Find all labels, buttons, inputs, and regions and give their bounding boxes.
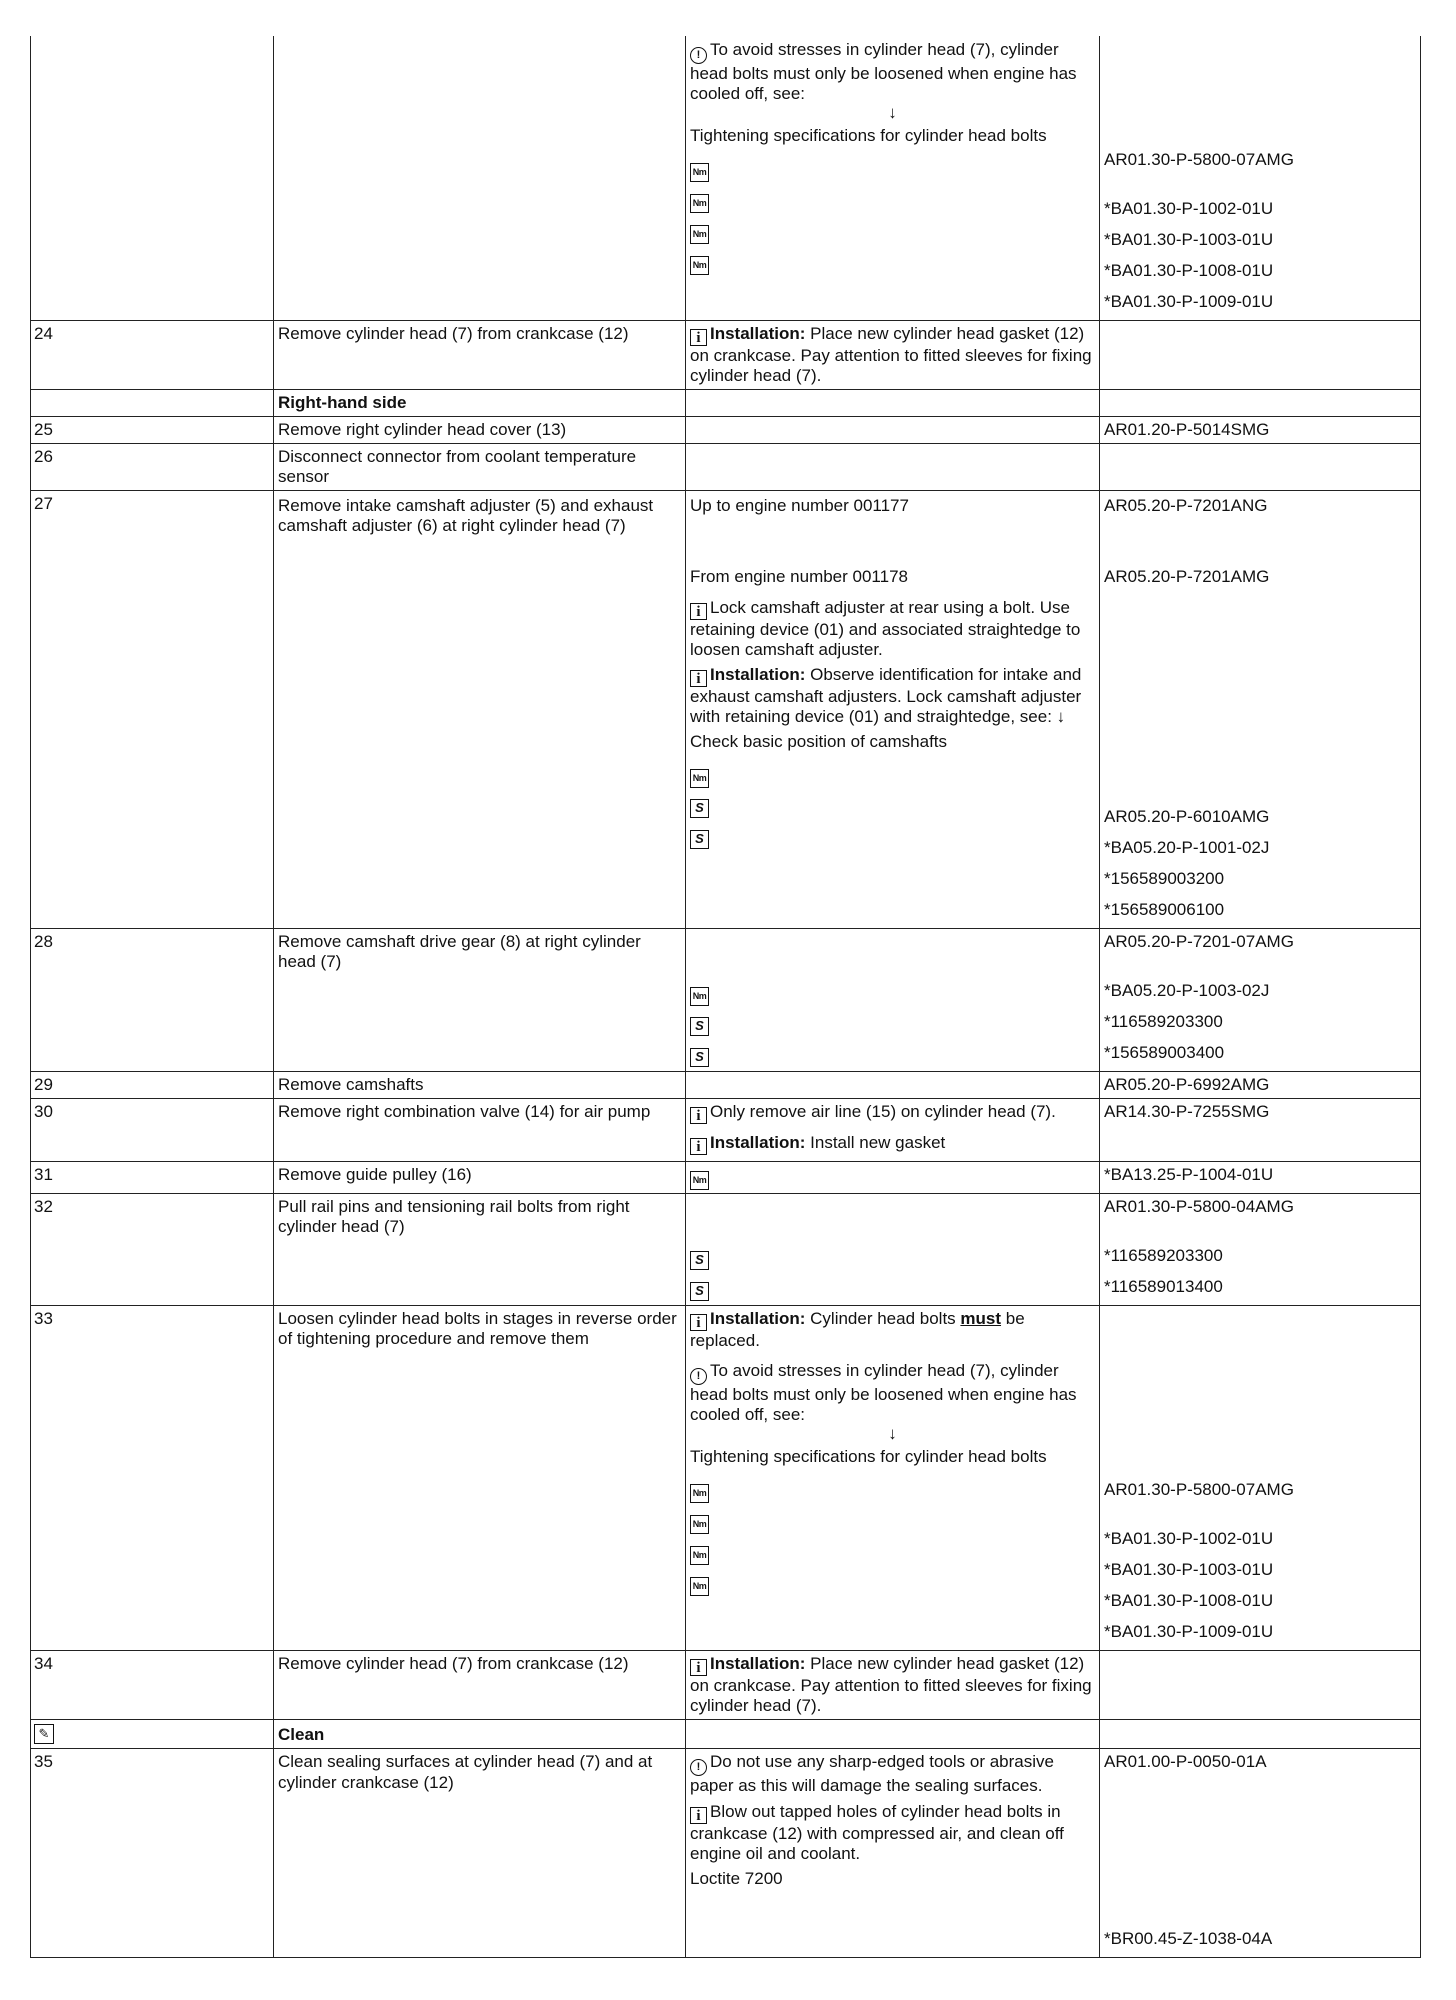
reference-link[interactable]: AR01.30-P-5800-07AMG: [1104, 1480, 1294, 1500]
installation-label: Installation:: [710, 324, 806, 343]
reference-link[interactable]: AR01.20-P-5014SMG: [1104, 420, 1270, 440]
table-row: [31, 491, 1421, 929]
special-tool-icon: S: [690, 1048, 709, 1067]
reference-link[interactable]: *BA01.30-P-1009-01U: [1104, 1622, 1274, 1642]
special-tool-icon: S: [690, 1282, 709, 1301]
engine-range-upto: Up to engine number 001177: [690, 496, 909, 516]
step-number: 34: [34, 1654, 53, 1674]
warning-icon: !: [690, 1759, 707, 1776]
info-icon: i: [690, 1314, 707, 1331]
reference-link[interactable]: *116589013400: [1104, 1277, 1223, 1297]
table-row: [31, 1162, 1421, 1194]
table-row: [31, 36, 1421, 321]
step-action: Remove guide pulley (16): [278, 1165, 472, 1185]
torque-icon: Nm: [690, 1515, 709, 1534]
table-row: [31, 321, 1421, 390]
step-number: 32: [34, 1197, 53, 1217]
procedure-table: [30, 36, 1421, 1958]
step-number: 26: [34, 447, 53, 467]
step-action: Remove cylinder head (7) from crankcase (12): [278, 324, 629, 343]
section-heading: Right-hand side: [278, 393, 407, 413]
step-number: 25: [34, 420, 53, 440]
note-text: Lock camshaft adjuster at rear using a bolt. Use retaining device (01) and associated straightedge to loosen camshaft adjuster.: [690, 598, 1081, 660]
emphasis-must: must: [960, 1309, 1002, 1329]
torque-icon: Nm: [690, 256, 709, 275]
tightening-label: Tightening specifications for cylinder head bolts: [690, 126, 1047, 146]
reference-link[interactable]: AR01.30-P-5800-04AMG: [1104, 1197, 1294, 1217]
warning-text: To avoid stresses in cylinder head (7), cylinder head bolts must only be loosened when engine has cooled off, see:: [690, 1361, 1077, 1425]
table-row: [31, 1072, 1421, 1099]
table-row: [31, 444, 1421, 491]
reference-link[interactable]: *156589003200: [1104, 869, 1225, 889]
note-text: Blow out tapped holes of cylinder head bolts in crankcase (12) with compressed air, and clean off engine oil and coolant.: [690, 1801, 1064, 1863]
reference-link[interactable]: *BA01.30-P-1002-01U: [1104, 1529, 1274, 1549]
table-row: [31, 1306, 1421, 1651]
installation-label: Installation:: [710, 1133, 806, 1153]
warning-icon: !: [690, 47, 707, 64]
reference-link[interactable]: *BR00.45-Z-1038-04A: [1104, 1929, 1273, 1949]
step-action: Remove camshaft drive gear (8) at right cylinder head (7): [278, 932, 641, 972]
reference-link[interactable]: *BA13.25-P-1004-01U: [1104, 1165, 1274, 1185]
section-header-row: [31, 1720, 1421, 1749]
reference-link[interactable]: AR01.00-P-0050-01A: [1104, 1752, 1267, 1772]
step-number: 24: [34, 324, 53, 343]
step-action: Remove right cylinder head cover (13): [278, 420, 567, 440]
reference-link[interactable]: *BA01.30-P-1002-01U: [1104, 199, 1274, 218]
reference-link[interactable]: *BA01.30-P-1009-01U: [1104, 292, 1274, 311]
step-action: Remove camshafts: [278, 1075, 424, 1095]
info-icon: i: [690, 1659, 707, 1676]
reference-link[interactable]: *156589003400: [1104, 1043, 1225, 1063]
step-number: 35: [34, 1752, 53, 1772]
note-text: Cylinder head bolts: [810, 1309, 956, 1329]
table-row: [31, 417, 1421, 444]
note-text: be replaced.: [690, 1309, 1025, 1351]
table-row: [31, 1194, 1421, 1306]
step-action: Remove intake camshaft adjuster (5) and exhaust camshaft adjuster (6) at right cylinder head (7): [278, 496, 654, 536]
table-row: [31, 1099, 1421, 1162]
reference-link[interactable]: *BA05.20-P-1003-02J: [1104, 981, 1270, 1001]
reference-link[interactable]: *BA01.30-P-1003-01U: [1104, 1560, 1274, 1580]
table-row: [31, 1749, 1421, 1958]
reference-link[interactable]: *156589006100: [1104, 900, 1225, 920]
special-tool-icon: S: [690, 799, 709, 818]
special-tool-icon: S: [690, 1251, 709, 1270]
procedure-table-frame: [30, 36, 1420, 1958]
tightening-label: Tightening specifications for cylinder head bolts: [690, 1447, 1047, 1467]
warning-icon: !: [690, 1368, 707, 1385]
step-number: 30: [34, 1102, 53, 1122]
reference-link[interactable]: AR05.20-P-6992AMG: [1104, 1075, 1270, 1095]
info-icon: i: [690, 1807, 707, 1824]
reference-link[interactable]: AR05.20-P-7201AMG: [1104, 567, 1270, 587]
reference-link[interactable]: AR01.30-P-5800-07AMG: [1104, 150, 1294, 169]
special-tool-icon: S: [690, 1017, 709, 1036]
info-icon: i: [690, 1138, 707, 1155]
step-number: 29: [34, 1075, 53, 1095]
reference-link[interactable]: AR14.30-P-7255SMG: [1104, 1102, 1270, 1122]
consumable-label: Loctite 7200: [690, 1868, 783, 1888]
torque-icon: Nm: [690, 225, 709, 244]
reference-link[interactable]: *BA01.30-P-1003-01U: [1104, 230, 1274, 249]
clean-icon: ✎: [34, 1724, 54, 1744]
installation-label: Installation:: [710, 1654, 806, 1674]
reference-link[interactable]: *116589203300: [1104, 1012, 1223, 1032]
table-row: [31, 1651, 1421, 1720]
step-action: Loosen cylinder head bolts in stages in reverse order of tightening procedure and remove them: [278, 1309, 677, 1349]
torque-icon: Nm: [690, 1171, 709, 1190]
info-icon: i: [690, 603, 707, 620]
step-action: Disconnect connector from coolant temperature sensor: [278, 447, 637, 487]
torque-icon: Nm: [690, 987, 709, 1006]
reference-link[interactable]: *116589203300: [1104, 1246, 1223, 1266]
torque-icon: Nm: [690, 194, 709, 213]
section-heading: Clean: [278, 1725, 325, 1745]
reference-link[interactable]: *BA05.20-P-1001-02J: [1104, 838, 1270, 858]
step-number: 33: [34, 1309, 53, 1329]
step-action: Remove cylinder head (7) from crankcase (12): [278, 1654, 629, 1674]
info-icon: i: [690, 670, 707, 687]
step-number: 28: [34, 932, 53, 952]
torque-icon: Nm: [690, 1577, 709, 1596]
reference-link[interactable]: *BA01.30-P-1008-01U: [1104, 1591, 1274, 1611]
installation-label: Installation:: [710, 1309, 806, 1329]
installation-label: Installation:: [710, 665, 806, 685]
warning-text: Do not use any sharp-edged tools or abrasive paper as this will damage the sealing surfaces.: [690, 1752, 1054, 1796]
torque-icon: Nm: [690, 1484, 709, 1503]
engine-range-from: From engine number 001178: [690, 567, 908, 587]
step-action: Clean sealing surfaces at cylinder head (7) and at cylinder crankcase (12): [278, 1752, 653, 1792]
info-icon: i: [690, 329, 707, 346]
torque-icon: Nm: [690, 1546, 709, 1565]
check-label: Check basic position of camshafts: [690, 732, 948, 752]
step-action: Pull rail pins and tensioning rail bolts from right cylinder head (7): [278, 1197, 630, 1237]
reference-link[interactable]: AR05.20-P-6010AMG: [1104, 807, 1270, 827]
reference-link[interactable]: AR05.20-P-7201-07AMG: [1104, 932, 1294, 952]
note-text: Place new cylinder head gasket (12) on crankcase. Pay attention to fitted sleeves for fixing cylinder head (7).: [690, 1654, 1092, 1716]
down-arrow-icon: ↓: [888, 103, 897, 123]
note-text: Observe identification for intake and exhaust camshaft adjusters. Lock camshaft adjuster with retaining device (01) and straightedge, see: ↓: [690, 665, 1082, 727]
note-text: Install new gasket: [810, 1133, 946, 1153]
torque-icon: Nm: [690, 163, 709, 182]
special-tool-icon: S: [690, 830, 709, 849]
torque-icon: Nm: [690, 769, 709, 788]
step-number: 27: [34, 494, 53, 514]
note-text: Only remove air line (15) on cylinder head (7).: [710, 1102, 1056, 1122]
note-text: Place new cylinder head gasket (12) on crankcase. Pay attention to fitted sleeves for fixing cylinder head (7).: [690, 324, 1092, 386]
warning-text: To avoid stresses in cylinder head (7), cylinder head bolts must only be loosened when engine has cooled off, see:: [690, 40, 1077, 104]
reference-link[interactable]: AR05.20-P-7201ANG: [1104, 496, 1268, 516]
info-icon: i: [690, 1107, 707, 1124]
step-action: Remove right combination valve (14) for air pump: [278, 1102, 651, 1122]
table-row: [31, 929, 1421, 1072]
section-header-row: [31, 390, 1421, 417]
step-number: 31: [34, 1165, 53, 1185]
reference-link[interactable]: *BA01.30-P-1008-01U: [1104, 261, 1274, 280]
down-arrow-icon: ↓: [888, 1424, 897, 1444]
